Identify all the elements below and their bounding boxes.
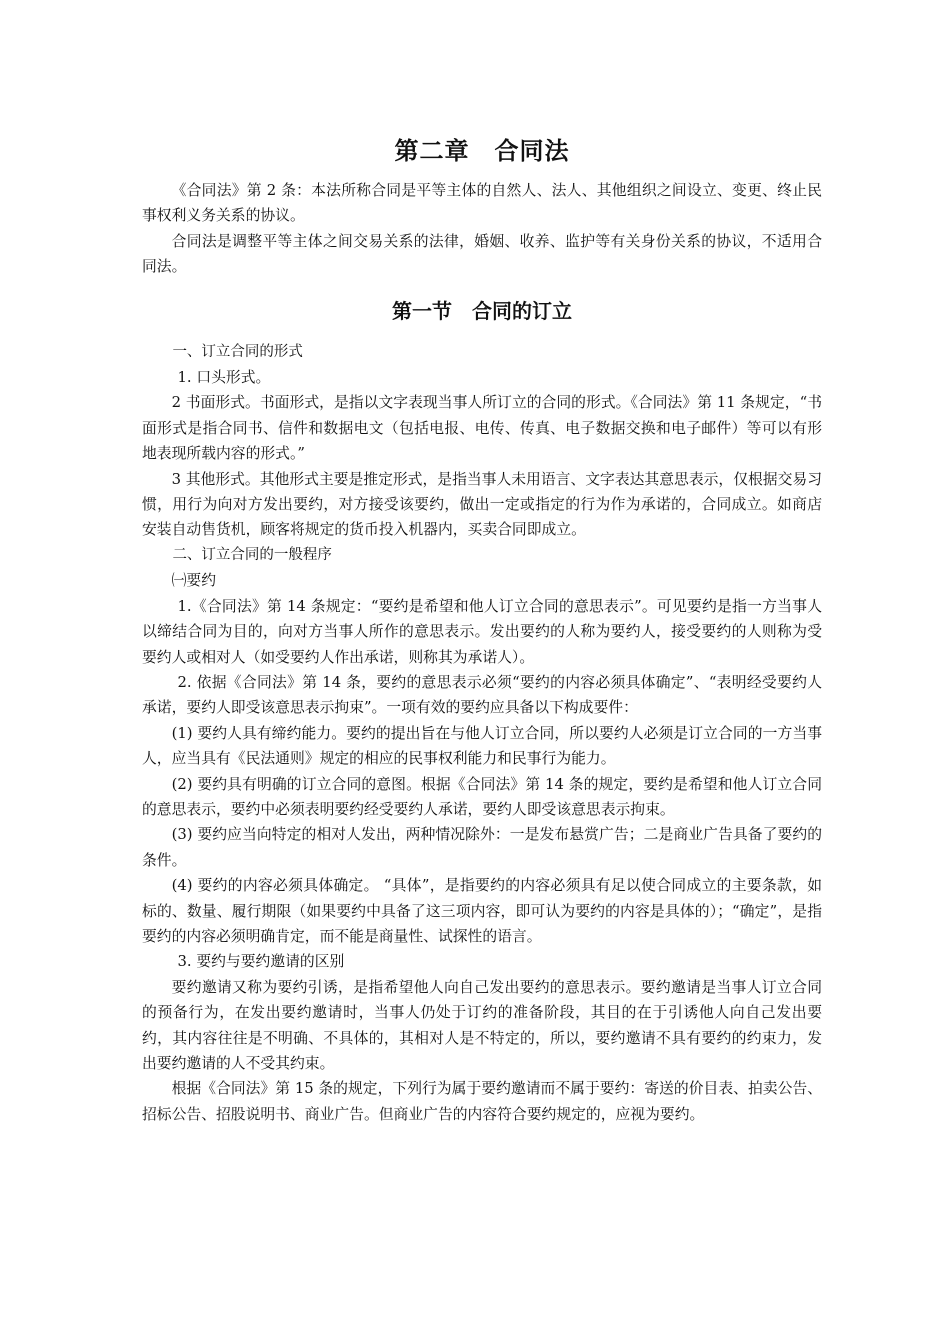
body-paragraph: (4) 要约的内容必须具体确定。 “具体”，是指要约的内容必须具有足以使合同成立的主要条款，如标的、数量、履行期限（如果要约中具备了这三项内容，即可认为要约的内容是具体的）；“确定”，是指要约的内容必须明确肯定，而不能是商量性、试探性的语言。: [142, 877, 822, 945]
form-item: 2 书面形式。书面形式，是指以文字表现当事人所订立的合同的形式。《合同法》第 11 条规定，“书面形式是指合同书、信件和数据电文（包括电报、电传、传真、电子数据交换和电子邮件）等可以有形地表现所载内容的形式。”: [142, 394, 822, 463]
part-heading: 一、订立合同的形式: [172, 343, 303, 360]
body-paragraph: (3) 要约应当向特定的相对人发出，两种情况除外：一是发布悬赏广告；二是商业广告具备了要约的条件。: [142, 826, 822, 869]
form-item: 1. 口头形式。: [177, 369, 271, 387]
section-title: 第一节 合同的订立: [392, 298, 572, 323]
body-paragraph: 根据《合同法》第 15 条的规定，下列行为属于要约邀请而不属于要约：寄送的价目表、拍卖公告、招标公告、招股说明书、商业广告。但商业广告的内容符合要约规定的，应视为要约。: [142, 1080, 822, 1123]
body-paragraph: 3. 要约与要约邀请的区别: [177, 953, 345, 971]
body-paragraph: (2) 要约具有明确的订立合同的意图。根据《合同法》第 14 条的规定，要约是希望和他人订立合同的意思表示，要约中必须表明要约经受要约人承诺，要约人即受该意思表示拘束。: [142, 775, 822, 818]
intro-paragraph: 合同法是调整平等主体之间交易关系的法律，婚姻、收养、监护等有关身份关系的协议，不适用合同法。: [142, 232, 822, 276]
form-item: 3 其他形式。其他形式主要是推定形式，是指当事人未用语言、文字表达其意思表示，仅根据交易习惯，用行为向对方发出要约，对方接受该要约，做出一定或指定的行为作为承诺的，合同成立。如商店安装自动售货机，顾客将规定的货币投入机器内，买卖合同即成立。: [142, 470, 822, 539]
body-paragraph: 要约邀请又称为要约引诱，是指希望他人向自己发出要约的意思表示。要约邀请是当事人订立合同的预备行为，在发出要约邀请时，当事人仍处于订约的准备阶段，其目的在于引诱他人向自己发出要约，其内容往往是不明确、不具体的，其相对人是不特定的，所以，要约邀请不具有要约的约束力，发出要约邀请的人不受其约束。: [142, 978, 822, 1072]
chapter-title: 第二章 合同法: [394, 137, 570, 165]
document-page: [142, 126, 822, 1127]
body-paragraph: 1.《合同法》第 14 条规定：“要约是希望和他人订立合同的意思表示”。可见要约是指一方当事人以缔结合同为目的，向对方当事人所作的意思表示。发出要约的人称为要约人，接受要约的人则称为受要约人或相对人（如受要约人作出承诺，则称其为承诺人）。: [142, 597, 822, 666]
part-heading: 二、订立合同的一般程序: [172, 546, 332, 563]
body-paragraph: 2. 依据《合同法》第 14 条，要约的意思表示必须“要约的内容必须具体确定”、“表明经受要约人承诺，要约人即受该意思表示拘束”。一项有效的要约应具备以下构成要件：: [142, 673, 822, 717]
body-paragraph: (1) 要约人具有缔约能力。要约的提出旨在与他人订立合同，所以要约人必须是订立合同的一方当事人，应当具有《民法通则》规定的相应的民事权利能力和民事行为能力。: [142, 724, 822, 768]
sub-heading: ㈠要约: [171, 572, 216, 590]
intro-paragraph: 《合同法》第 2 条：本法所称合同是平等主体的自然人、法人、其他组织之间设立、变更、终止民事权利义务关系的协议。: [142, 182, 822, 225]
